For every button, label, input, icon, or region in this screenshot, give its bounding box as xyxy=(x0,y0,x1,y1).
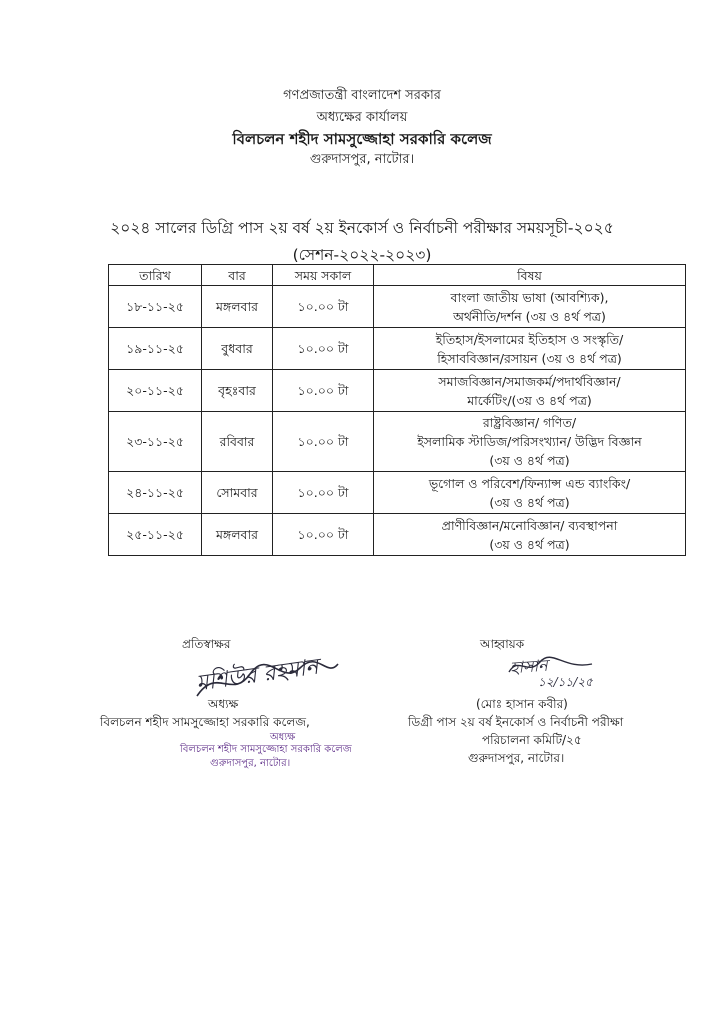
committee-line-2: পরিচালনা কমিটি/২৫ xyxy=(482,733,582,747)
convener-heading: আহ্বায়ক xyxy=(480,637,525,651)
cell-date: ১৯-১১-২৫ xyxy=(109,328,202,370)
subject-line: ইতিহাস/ইসলামের ইতিহাস ও সংস্কৃতি/ xyxy=(435,331,624,347)
header-date: তারিখ xyxy=(109,265,202,286)
cell-time: ১০.০০ টা xyxy=(273,472,374,514)
table-row xyxy=(109,472,686,514)
cell-time: ১০.০০ টা xyxy=(273,286,374,328)
cell-day: মঙ্গলবার xyxy=(202,286,273,328)
subject-line: বাংলা জাতীয় ভাষা (আবশ্যিক), xyxy=(450,289,609,305)
subject-line: হিসাববিজ্ঞান/রসায়ন (৩য় ও ৪র্থ পত্র) xyxy=(437,350,622,366)
schedule-title: ২০২৪ সালের ডিগ্রি পাস ২য় বর্ষ ২য় ইনকোর্স ও নির্বাচনী পরীক্ষার সময়সূচী-২০২৫ xyxy=(110,219,614,237)
cell-date: ২৪-১১-২৫ xyxy=(109,472,202,514)
cell-subject xyxy=(374,328,686,370)
stamp-location: গুরুদাসপুর, নাটোর। xyxy=(210,758,291,769)
subject-line: (৩য় ও ৪র্থ পত্র) xyxy=(489,453,570,468)
govt-name: গণপ্রজাতন্ত্রী বাংলাদেশ সরকার xyxy=(283,88,441,103)
session-label: (সেশন-২০২২-২০২৩) xyxy=(292,246,432,264)
cell-date: ২০-১১-২৫ xyxy=(109,370,202,412)
subject-line: প্রাণীবিজ্ঞান/মনোবিজ্ঞান/ ব্যবস্থাপনা xyxy=(441,517,618,533)
office-name: অধ্যক্ষের কার্যালয় xyxy=(316,110,408,125)
cell-date: ২৫-১১-২৫ xyxy=(109,514,202,556)
header-subject: বিষয় xyxy=(374,265,686,286)
cell-subject xyxy=(374,412,686,472)
table-header-row xyxy=(109,265,686,286)
subject-line: রাষ্ট্রবিজ্ঞান/ গণিত/ xyxy=(482,415,577,430)
principal-college: বিলচলন শহীদ সামসুজ্জোহা সরকারি কলেজ, xyxy=(100,715,310,729)
subject-line: ইসলামিক স্টাডিজ/পরিসংখ্যান/ উদ্ভিদ বিজ্ঞান xyxy=(417,434,642,449)
cell-time: ১০.০০ টা xyxy=(273,514,374,556)
cell-time: ১০.০০ টা xyxy=(273,328,374,370)
stamp-college: বিলচলন শহীদ সামসুজ্জোহা সরকারি কলেজ xyxy=(180,744,352,755)
header-time: সময় সকাল xyxy=(273,265,374,286)
table-row xyxy=(109,286,686,328)
cell-subject xyxy=(374,286,686,328)
subject-line: অর্থনীতি/দর্শন (৩য় ও ৪র্থ পত্র) xyxy=(453,308,606,324)
table-row xyxy=(109,514,686,556)
cell-day: রবিবার xyxy=(202,412,273,472)
exam-schedule-table xyxy=(108,264,686,556)
subject-line: সমাজবিজ্ঞান/সমাজকর্ম/পদার্থবিজ্ঞান/ xyxy=(438,373,621,389)
college-name: বিলচলন শহীদ সামসুজ্জোহা সরকারি কলেজ xyxy=(232,130,492,148)
convener-name: (মোঃ হাসান কবীর) xyxy=(476,697,568,711)
convener-signature: হাসান xyxy=(509,655,549,678)
committee-location: গুরুদাসপুর, নাটোর। xyxy=(468,751,565,765)
principal-signature: মশিউর রহমান xyxy=(194,654,321,697)
subject-line: (৩য় ও ৪র্থ পত্র) xyxy=(489,494,570,510)
cell-time: ১০.০০ টা xyxy=(273,412,374,472)
table-row xyxy=(109,412,686,472)
college-location: গুরুদাসপুর, নাটোর। xyxy=(309,152,415,167)
cell-day: বুধবার xyxy=(202,328,273,370)
cell-date: ২৩-১১-২৫ xyxy=(109,412,202,472)
signature-date: ১২/১১/২৫ xyxy=(538,675,593,689)
subject-line: ভূগোল ও পরিবেশ/ফিন্যান্স এন্ড ব্যাংকিং/ xyxy=(428,475,631,491)
cell-subject xyxy=(374,514,686,556)
cell-time: ১০.০০ টা xyxy=(273,370,374,412)
countersign-heading: প্রতিস্বাক্ষর xyxy=(182,637,231,651)
committee-line-1: ডিগ্রী পাস ২য় বর্ষ ইনকোর্স ও নির্বাচনী পরীক্ষা xyxy=(408,715,624,729)
header-day: বার xyxy=(202,265,273,286)
principal-role: অধ্যক্ষ xyxy=(208,697,239,711)
subject-line: মার্কেটিং/(৩য় ও ৪র্থ পত্র) xyxy=(467,392,592,408)
stamp-role: অধ্যক্ষ xyxy=(270,732,296,743)
cell-date: ১৮-১১-২৫ xyxy=(109,286,202,328)
cell-day: মঙ্গলবার xyxy=(202,514,273,556)
table-row xyxy=(109,328,686,370)
cell-day: সোমবার xyxy=(202,472,273,514)
cell-day: বৃহঃবার xyxy=(202,370,273,412)
table-row xyxy=(109,370,686,412)
subject-line: (৩য় ও ৪র্থ পত্র) xyxy=(489,536,570,552)
cell-subject xyxy=(374,370,686,412)
cell-subject xyxy=(374,472,686,514)
